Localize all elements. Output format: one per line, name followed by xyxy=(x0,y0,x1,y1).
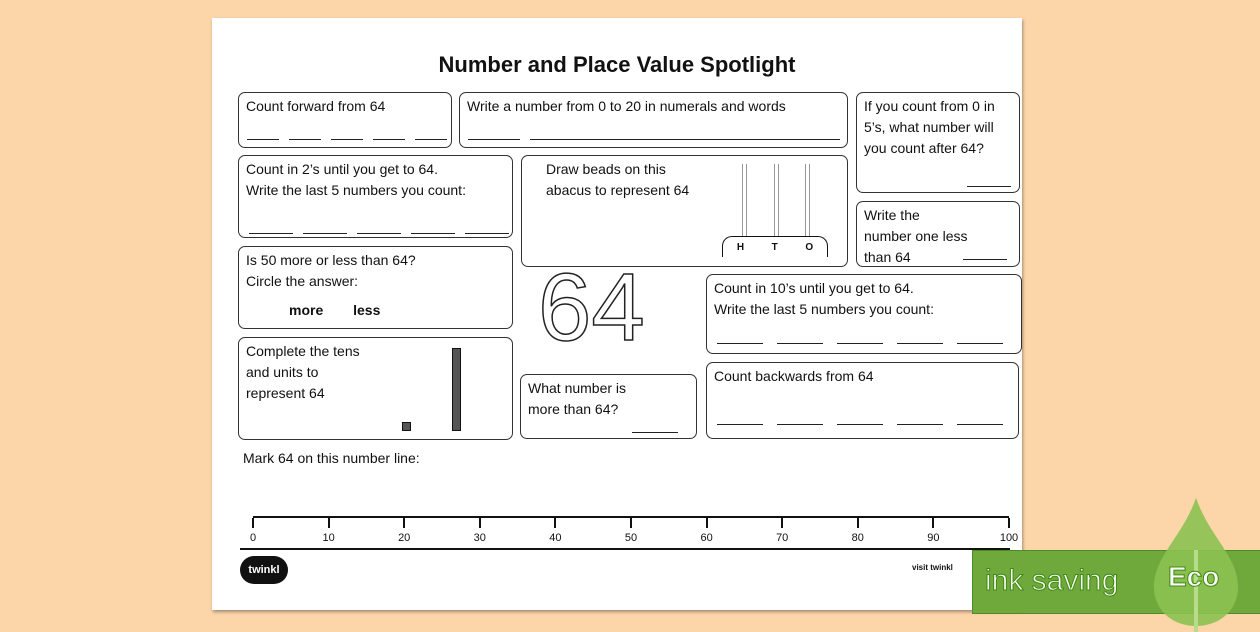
number-line-tick-label: 50 xyxy=(624,532,638,544)
answer-blank[interactable] xyxy=(897,423,943,425)
count-twos-box xyxy=(238,155,513,238)
abacus-base xyxy=(722,236,828,257)
answer-blank[interactable] xyxy=(777,423,823,425)
abacus-box xyxy=(521,155,848,267)
number-line-tick xyxy=(554,518,556,528)
twinkl-logo: twinkl xyxy=(240,556,288,584)
answer-blank[interactable] xyxy=(632,431,678,433)
answer-blank[interactable] xyxy=(247,138,279,140)
abacus-text: Draw beads on this xyxy=(546,161,666,177)
ink-saving-text: ink saving xyxy=(985,564,1119,597)
count-tens-instruction: Write the last 5 numbers you count: xyxy=(714,301,934,317)
answer-blank[interactable] xyxy=(465,232,509,234)
words-blank[interactable] xyxy=(530,138,840,140)
answer-blank[interactable] xyxy=(357,232,401,234)
number-line-tick xyxy=(857,518,859,528)
count-tens-box xyxy=(706,274,1022,354)
count-fives-text: If you count from 0 in 5’s, what number will you count after 64? xyxy=(864,98,995,156)
answer-blank[interactable] xyxy=(963,258,1007,260)
visit-link[interactable]: visit twinkl xyxy=(912,563,953,572)
tens-units-text: Complete the tens and units to represent 64 xyxy=(246,343,360,401)
answer-blank[interactable] xyxy=(967,185,1011,187)
number-line-tick-label: 30 xyxy=(473,532,486,544)
number-line-tick xyxy=(479,518,481,528)
answer-blank[interactable] xyxy=(249,232,293,234)
answer-blank[interactable] xyxy=(837,342,883,344)
number-line-tick xyxy=(252,518,254,528)
answer-blank[interactable] xyxy=(303,232,347,234)
abacus-label-o: O xyxy=(805,242,814,253)
option-less[interactable]: less xyxy=(353,302,381,318)
answer-blank[interactable] xyxy=(411,232,455,234)
abacus-text-2: abacus to represent 64 xyxy=(546,182,690,198)
more-less-question: Is 50 more or less than 64? xyxy=(246,252,416,268)
answer-blank[interactable] xyxy=(957,342,1003,344)
number-line-tick-label: 80 xyxy=(851,532,864,544)
divider xyxy=(240,548,1010,550)
count-forward-text: Count forward from 64 xyxy=(246,98,386,114)
tens-units-box xyxy=(238,337,513,440)
number-line-tick-label: 40 xyxy=(549,532,562,544)
number-line-tick xyxy=(630,518,632,528)
answer-blank[interactable] xyxy=(373,138,405,140)
focus-number-outline: 64 xyxy=(538,254,645,361)
one-less-box xyxy=(856,201,1020,267)
answer-blank[interactable] xyxy=(777,342,823,344)
count-tens-text: Count in 10’s until you get to 64. xyxy=(714,280,914,296)
number-line-tick xyxy=(328,518,330,528)
answer-blank[interactable] xyxy=(897,342,943,344)
count-back-box xyxy=(706,362,1019,439)
number-line-tick-label: 20 xyxy=(398,532,411,544)
abacus[interactable] xyxy=(722,164,830,264)
count-fives-box xyxy=(856,92,1020,193)
answer-blank[interactable] xyxy=(289,138,321,140)
number-line-tick xyxy=(403,518,405,528)
eco-badge: Eco xyxy=(1168,561,1220,592)
count-twos-instruction: Write the last 5 numbers you count: xyxy=(246,182,466,198)
count-forward-box xyxy=(238,92,452,148)
abacus-label-h: H xyxy=(736,242,745,253)
answer-blank[interactable] xyxy=(957,423,1003,425)
number-line-tick-label: 10 xyxy=(322,532,335,544)
answer-blank[interactable] xyxy=(717,342,763,344)
number-line-tick xyxy=(781,518,783,528)
number-line-tick xyxy=(1008,518,1010,528)
number-line-tick-label: 0 xyxy=(249,532,257,544)
more-less-box xyxy=(238,246,513,329)
one-less-text: Write the number one less than 64 xyxy=(864,207,968,265)
answer-blank[interactable] xyxy=(415,138,447,140)
one-more-box xyxy=(520,374,697,439)
unit-cube xyxy=(402,422,411,431)
worksheet-page xyxy=(212,18,1022,610)
number-line[interactable] xyxy=(249,516,1019,548)
numeral-blank[interactable] xyxy=(468,138,520,140)
number-line-tick-label: 100 xyxy=(999,532,1019,544)
answer-blank[interactable] xyxy=(717,423,763,425)
count-twos-text: Count in 2’s until you get to 64. xyxy=(246,161,438,177)
worksheet-title: Number and Place Value Spotlight xyxy=(438,52,796,77)
abacus-rod-ones[interactable] xyxy=(805,164,810,236)
write-number-text: Write a number from 0 to 20 in numerals and words xyxy=(467,98,786,114)
one-more-text: What number is more than 64? xyxy=(528,380,627,417)
abacus-label-t: T xyxy=(771,242,778,253)
option-more[interactable]: more xyxy=(289,302,324,318)
ten-rod xyxy=(452,348,461,431)
number-line-tick-label: 90 xyxy=(927,532,940,544)
write-number-box xyxy=(459,92,848,148)
number-line-tick xyxy=(706,518,708,528)
answer-blank[interactable] xyxy=(331,138,363,140)
number-line-tick-label: 70 xyxy=(776,532,789,544)
number-line-tick-label: 60 xyxy=(700,532,713,544)
abacus-rod-hundreds[interactable] xyxy=(742,164,747,236)
number-line-tick xyxy=(932,518,934,528)
abacus-rod-tens[interactable] xyxy=(774,164,779,236)
number-line-label: Mark 64 on this number line: xyxy=(243,450,420,466)
answer-blank[interactable] xyxy=(837,423,883,425)
count-back-text: Count backwards from 64 xyxy=(714,368,874,384)
more-less-instruction: Circle the answer: xyxy=(246,273,359,289)
